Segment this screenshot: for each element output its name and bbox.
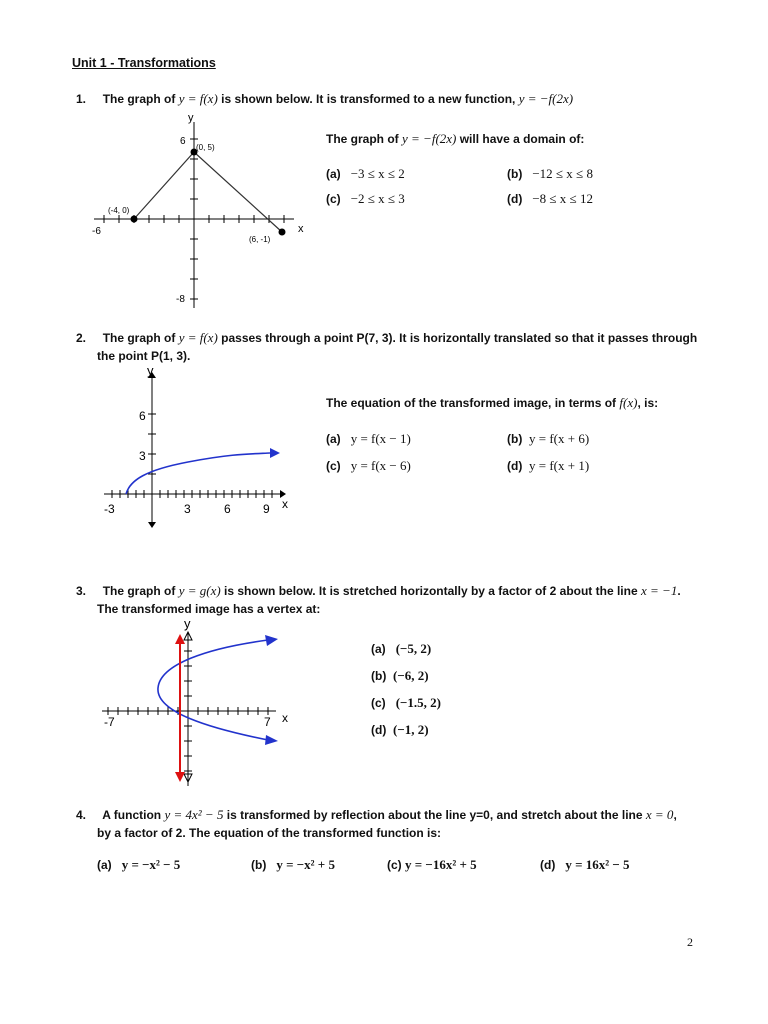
q1-x-axis-label: x bbox=[298, 223, 304, 235]
q4-option-a-text: y = −x² − 5 bbox=[121, 857, 181, 872]
q3-eq-gx: y = g(x) bbox=[178, 583, 221, 598]
q3-number: 3. bbox=[76, 584, 87, 598]
q3-function-curve bbox=[158, 640, 268, 740]
q3-tick-x-neg7: -7 bbox=[104, 715, 115, 729]
q2-stem bbox=[76, 330, 697, 346]
q4-option-a bbox=[97, 857, 180, 873]
q1-number: 1. bbox=[76, 92, 87, 106]
q3-stem-line2: The transformed image has a vertex at: bbox=[97, 602, 321, 616]
q3-curve-arrow-bottom bbox=[265, 735, 278, 745]
q2-tick-y-6: 6 bbox=[139, 409, 146, 423]
q3-option-d bbox=[371, 722, 429, 738]
q3-option-d-label: (d) bbox=[371, 723, 387, 737]
q2-option-a bbox=[326, 431, 411, 447]
q2-x-axis-label: x bbox=[282, 497, 288, 511]
q4-option-c bbox=[387, 857, 477, 873]
q1-point-label-top: (0, 5) bbox=[196, 143, 215, 152]
q4-option-c-label: (c) bbox=[387, 858, 402, 872]
q4-option-c-text: y = −16x² + 5 bbox=[405, 857, 477, 872]
q3-stem-end: . bbox=[677, 584, 681, 598]
q2-option-c-label: (c) bbox=[326, 459, 341, 473]
q2-option-a-label: (a) bbox=[326, 432, 341, 446]
q1-option-a bbox=[326, 166, 405, 182]
q1-tick-x-neg6: -6 bbox=[92, 226, 101, 237]
q3-x-axis-label: x bbox=[282, 711, 288, 725]
q3-option-b-label: (b) bbox=[371, 669, 387, 683]
q1-option-a-label: (a) bbox=[326, 167, 341, 181]
q1-option-a-text: −3 ≤ x ≤ 2 bbox=[350, 166, 405, 181]
q4-option-d-label: (d) bbox=[540, 858, 556, 872]
q1-point-left bbox=[131, 216, 138, 223]
q2-y-arrow-bottom bbox=[148, 522, 156, 528]
q3-option-d-text: (−1, 2) bbox=[393, 722, 429, 737]
q1-option-b-text: −12 ≤ x ≤ 8 bbox=[532, 166, 593, 181]
q2-option-d-text: y = f(x + 1) bbox=[529, 458, 590, 473]
q4-stem-line2: by a factor of 2. The equation of the transformed function is: bbox=[97, 826, 442, 840]
q1-stem bbox=[76, 91, 573, 107]
q2-y-axis-label: y bbox=[147, 363, 154, 378]
q3-tick-x-7: 7 bbox=[264, 715, 271, 729]
q1-option-c bbox=[326, 191, 405, 207]
q1-graph bbox=[88, 112, 318, 312]
page-number: 2 bbox=[687, 935, 693, 949]
q4-option-d bbox=[540, 857, 630, 873]
q4-option-a-label: (a) bbox=[97, 858, 112, 872]
q2-option-d bbox=[507, 458, 589, 474]
q2-function-curve bbox=[126, 453, 270, 494]
q1-y-axis-label: y bbox=[188, 112, 194, 124]
q3-option-a-label: (a) bbox=[371, 642, 386, 656]
q2-option-b-text: y = f(x + 6) bbox=[529, 431, 590, 446]
q2-tick-x-neg3: -3 bbox=[104, 502, 115, 516]
q2-tick-y-3: 3 bbox=[139, 449, 146, 463]
q1-eq-fx: y = f(x) bbox=[178, 91, 218, 106]
q2-option-c-text: y = f(x − 6) bbox=[350, 458, 411, 473]
q3-stretch-line-arrow-bottom bbox=[175, 772, 185, 782]
q4-eq-line: x = 0 bbox=[645, 807, 674, 822]
q4-stem bbox=[76, 807, 677, 823]
q1-eq-new: y = −f(2x) bbox=[518, 91, 574, 106]
q1-option-b-label: (b) bbox=[507, 167, 523, 181]
q1-prompt-eq: y = −f(2x) bbox=[402, 131, 457, 146]
q1-option-c-text: −2 ≤ x ≤ 3 bbox=[350, 191, 405, 206]
q4-number: 4. bbox=[76, 808, 87, 822]
q2-prompt-eq: f(x) bbox=[619, 395, 638, 410]
q3-curve-arrow-top bbox=[265, 635, 278, 646]
q1-option-b bbox=[507, 166, 593, 182]
q2-option-d-label: (d) bbox=[507, 459, 523, 473]
q2-tick-x-9: 9 bbox=[263, 502, 270, 516]
q3-y-axis-label: y bbox=[184, 616, 191, 631]
q2-stem-line2: the point P(1, 3). bbox=[97, 349, 191, 363]
q3-option-b-text: (−6, 2) bbox=[393, 668, 429, 683]
q1-point-label-left: (-4, 0) bbox=[108, 206, 130, 215]
q3-stem bbox=[76, 583, 681, 599]
q2-stem-text: The graph of bbox=[102, 331, 176, 345]
q2-tick-x-3: 3 bbox=[184, 502, 191, 516]
q2-tick-x-6: 6 bbox=[224, 502, 231, 516]
q2-graph bbox=[98, 362, 298, 532]
q3-option-b bbox=[371, 668, 429, 684]
q2-x-ticks bbox=[112, 490, 272, 498]
q1-prompt bbox=[326, 131, 584, 147]
q3-eq-line: x = −1 bbox=[641, 583, 678, 598]
q1-point-label-right: (6, -1) bbox=[249, 235, 271, 244]
q2-number: 2. bbox=[76, 331, 87, 345]
q1-prompt-text: The graph of bbox=[326, 132, 399, 146]
q1-stem-text: The graph of bbox=[102, 92, 176, 106]
q2-prompt-text: The equation of the transformed image, in terms of bbox=[326, 396, 617, 410]
q3-option-c bbox=[371, 695, 441, 711]
q1-function-graph bbox=[134, 152, 282, 232]
q1-option-c-label: (c) bbox=[326, 192, 341, 206]
q2-prompt bbox=[326, 395, 658, 411]
q3-option-c-label: (c) bbox=[371, 696, 386, 710]
q3-option-c-text: (−1.5, 2) bbox=[395, 695, 442, 710]
q1-prompt-text-2: will have a domain of: bbox=[459, 132, 585, 146]
q4-eq-function: y = 4x² − 5 bbox=[164, 807, 224, 822]
q2-option-c bbox=[326, 458, 411, 474]
q4-option-b-label: (b) bbox=[251, 858, 267, 872]
q4-option-b-text: y = −x² + 5 bbox=[276, 857, 335, 872]
q1-option-d-label: (d) bbox=[507, 192, 523, 206]
q4-stem-end: , bbox=[673, 808, 677, 822]
q2-option-b-label: (b) bbox=[507, 432, 523, 446]
q3-stem-text-2: is shown below. It is stretched horizontally by a factor of 2 about the line bbox=[224, 584, 638, 598]
q2-option-b bbox=[507, 431, 589, 447]
q1-option-d-text: −8 ≤ x ≤ 12 bbox=[532, 191, 593, 206]
q1-tick-y-6: 6 bbox=[180, 136, 186, 147]
q3-option-a bbox=[371, 641, 431, 657]
q3-graph bbox=[98, 614, 298, 789]
q4-stem-text: A function bbox=[102, 808, 162, 822]
q4-option-b bbox=[251, 857, 335, 873]
q1-point-right bbox=[279, 229, 286, 236]
q1-tick-y-neg8: -8 bbox=[176, 294, 185, 305]
q2-option-a-text: y = f(x − 1) bbox=[350, 431, 411, 446]
q3-option-a-text: (−5, 2) bbox=[395, 641, 432, 656]
q3-stem-text: The graph of bbox=[102, 584, 176, 598]
page-title: Unit 1 - Transformations bbox=[72, 56, 216, 70]
q4-option-d-text: y = 16x² − 5 bbox=[565, 857, 630, 872]
q1-stem-text-2: is shown below. It is transformed to a new function, bbox=[221, 92, 516, 106]
q2-eq-fx: y = f(x) bbox=[178, 330, 218, 345]
q4-stem-text-2: is transformed by reflection about the line y=0, and stretch about the line bbox=[226, 808, 643, 822]
q1-option-d bbox=[507, 191, 593, 207]
q2-stem-text-2: passes through a point P(7, 3). It is horizontally translated so that it passes through bbox=[221, 331, 698, 345]
q3-stretch-line-arrow-top bbox=[175, 634, 185, 644]
q2-prompt-text-2: , is: bbox=[637, 396, 659, 410]
q2-curve-arrow bbox=[270, 448, 280, 458]
